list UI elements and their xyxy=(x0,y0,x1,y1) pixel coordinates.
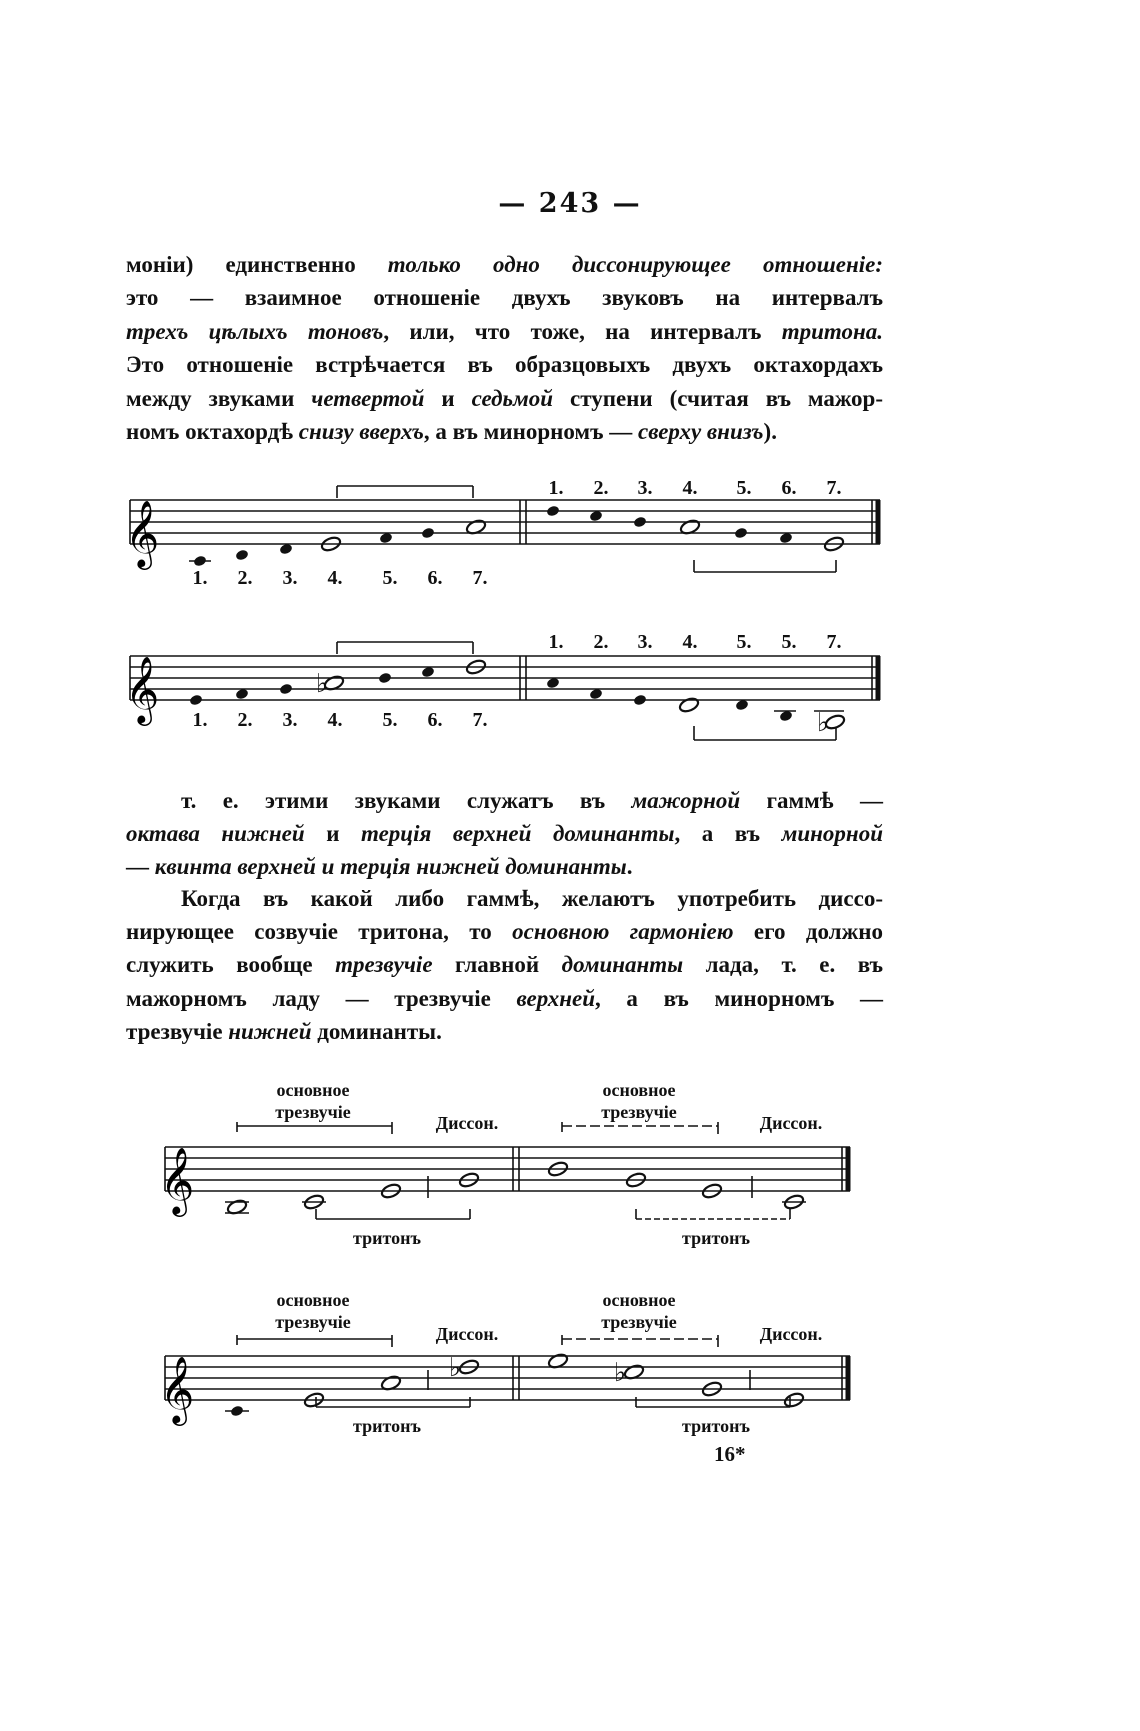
ex1-low-degree: 1. xyxy=(192,567,208,589)
treble-clef-icon: 𝄞 xyxy=(160,1355,195,1423)
ex2-low-degree: 4. xyxy=(327,709,343,731)
ex2-low-degree: 2. xyxy=(237,709,253,731)
ex1-high-degree: 6. xyxy=(781,477,797,499)
p2-line-1: т. е. этими звуками служатъ въ мажорной гаммѣ — xyxy=(181,788,883,813)
ex1-high-degree: 2. xyxy=(593,477,609,499)
label-dissonance: Диссон. xyxy=(759,1113,823,1133)
page-number: — 243 — xyxy=(498,188,642,219)
label-basic-triad: трезвучіе xyxy=(275,1102,351,1122)
p3-line-2: нирующее созвучіе тритона, то основною гармоніею его должно xyxy=(126,919,884,944)
ex2-low-degree: 7. xyxy=(472,709,488,731)
label-basic-triad: трезвучіе xyxy=(275,1312,351,1332)
example-1-notes xyxy=(193,505,845,568)
ex2-high-degree: 1. xyxy=(548,631,564,653)
ex1-low-degree: 7. xyxy=(472,567,488,589)
label-tritone: тритонъ xyxy=(353,1228,421,1248)
label-basic-triad: трезвучіе xyxy=(601,1102,677,1122)
ex1-high-degree: 4. xyxy=(682,477,698,499)
ex2-high-degree: 5. xyxy=(736,631,752,653)
label-dissonance: Диссон. xyxy=(435,1324,499,1344)
label-basic-triad: основное xyxy=(602,1080,676,1100)
label-dissonance: Диссон. xyxy=(435,1113,499,1133)
label-tritone: тритонъ xyxy=(682,1228,750,1248)
treble-clef-icon: 𝄞 xyxy=(125,655,160,723)
label-dissonance: Диссон. xyxy=(759,1324,823,1344)
p1-line-5: между звуками четвертой и седьмой ступени (считая въ мажор- xyxy=(126,385,883,411)
ex2-low-degree: 1. xyxy=(192,709,208,731)
ex1-low-degree: 2. xyxy=(237,567,253,589)
label-tritone: тритонъ xyxy=(353,1416,421,1436)
label-basic-triad: основное xyxy=(276,1290,350,1310)
p2-line-2: октава нижней и терція верхней доминанты, а въ минорной xyxy=(126,821,883,846)
ex2-high-degree: 2. xyxy=(593,631,609,653)
paragraph-2 xyxy=(126,784,883,817)
signature-mark: 16* xyxy=(714,1442,746,1466)
p1-line-1: моніи) единственно только одно диссонирующее отношеніе: xyxy=(126,252,883,277)
p2-line-3: — квинта верхней и терція нижней доминанты. xyxy=(126,854,633,880)
flat-sign-icon: ♭ xyxy=(448,1353,462,1383)
ex1-high-degree: 7. xyxy=(826,477,842,499)
flat-sign-icon: ♭ xyxy=(613,1358,627,1388)
ex1-high-degree: 1. xyxy=(548,477,564,499)
treble-clef-icon: 𝄞 xyxy=(160,1146,195,1214)
flat-sign-icon: ♭ xyxy=(315,669,329,699)
ex2-high-degree: 5. xyxy=(781,631,797,653)
p3-line-3: служить вообще трезвучіе главной доминанты лада, т. е. въ xyxy=(126,952,883,978)
ex1-low-degree: 5. xyxy=(382,567,398,589)
p1-line-2: это — взаимное отношеніе двухъ звуковъ на интервалъ xyxy=(126,285,883,311)
p3-line-1: Когда въ какой либо гаммѣ, желаютъ употребить диссо- xyxy=(181,886,883,911)
paragraph-3 xyxy=(126,882,883,915)
p3-line-5: трезвучіе нижней доминанты. xyxy=(126,1019,442,1045)
ex1-low-degree: 6. xyxy=(427,567,443,589)
ex2-low-degree: 6. xyxy=(427,709,443,731)
p1-line-4: Это отношеніе встрѣчается въ образцовыхъ двухъ октахордахъ xyxy=(126,352,883,378)
p1-line-3: трехъ цѣлыхъ тоновъ, или, что тоже, на интервалъ тритона. xyxy=(126,318,883,344)
p1-line-6: номъ октахордѣ снизу вверхъ, а въ минорномъ — сверху внизъ). xyxy=(126,419,777,445)
ex2-low-degree: 3. xyxy=(282,709,298,731)
ex2-high-degree: 7. xyxy=(826,631,842,653)
example-4-staff xyxy=(165,1335,850,1411)
label-tritone: тритонъ xyxy=(682,1416,750,1436)
treble-clef-icon: 𝄞 xyxy=(125,499,160,567)
label-basic-triad: трезвучіе xyxy=(601,1312,677,1332)
label-basic-triad: основное xyxy=(602,1290,676,1310)
ex2-high-degree: 4. xyxy=(682,631,698,653)
ex1-high-degree: 5. xyxy=(736,477,752,499)
ex2-low-degree: 5. xyxy=(382,709,398,731)
flat-sign-icon: ♭ xyxy=(816,708,830,738)
ex1-high-degree: 3. xyxy=(637,477,653,499)
p3-line-4: мажорномъ ладу — трезвучіе верхней, а въ минорномъ — xyxy=(126,985,884,1011)
ex2-high-degree: 3. xyxy=(637,631,653,653)
paragraph-3-cont xyxy=(126,915,883,1049)
example-3-staff xyxy=(165,1122,850,1219)
ex1-low-degree: 4. xyxy=(327,567,343,589)
label-basic-triad: основное xyxy=(276,1080,350,1100)
ex1-low-degree: 3. xyxy=(282,567,298,589)
paragraph-2-cont xyxy=(126,817,883,884)
